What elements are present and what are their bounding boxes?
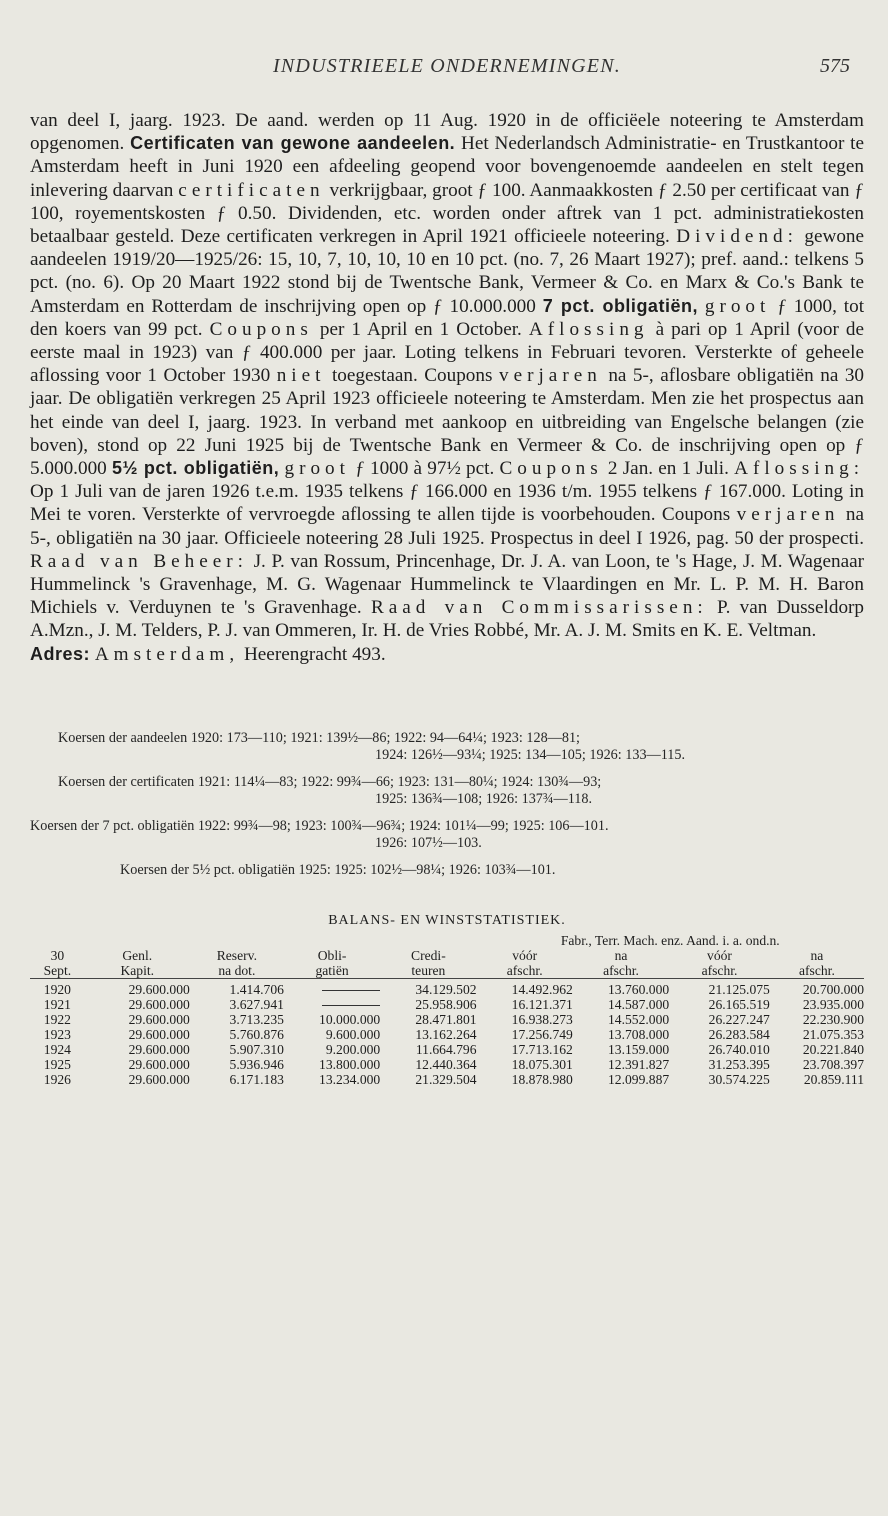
column-header: gatiën xyxy=(284,963,380,979)
column-header: afschr. xyxy=(573,963,669,979)
table-cell: 26.165.519 xyxy=(708,996,770,1012)
table-cell: 21.075.353 xyxy=(802,1026,864,1042)
table-cell: 5.907.310 xyxy=(229,1041,284,1057)
column-header: Reserv. xyxy=(216,947,257,963)
table-cell: 16.938.273 xyxy=(511,1011,573,1027)
table-cell xyxy=(284,997,380,1012)
table-body xyxy=(30,978,864,1087)
table-cell: 13.159.000 xyxy=(607,1041,670,1057)
table-cell: 14.492.962 xyxy=(511,981,573,997)
column-header: Obli- xyxy=(317,947,347,963)
page-title: INDUSTRIEELE ONDERNEMINGEN. xyxy=(273,55,621,77)
table-cell: 21.125.075 xyxy=(708,981,770,997)
table-cell: 12.099.887 xyxy=(607,1071,670,1087)
table-cell: 26.283.584 xyxy=(708,1026,770,1042)
table-cell: 23.708.397 xyxy=(802,1056,864,1072)
table-cell: 30.574.225 xyxy=(708,1071,770,1087)
koersen-section xyxy=(30,730,864,879)
table-cell: 17.713.162 xyxy=(511,1041,573,1057)
table-row xyxy=(30,1027,864,1042)
row-year: 1924 xyxy=(43,1041,71,1057)
row-year: 1922 xyxy=(43,1011,71,1027)
column-header: teuren xyxy=(380,963,476,979)
table-cell: 13.162.264 xyxy=(415,1026,477,1042)
column-header: 30 xyxy=(50,947,65,963)
heading-adres: Adres: xyxy=(30,643,91,664)
table-cell: 29.600.000 xyxy=(128,1011,190,1027)
company-description: van deel I, jaarg. 1923. De aand. werden op 11 Aug. 1920 in de officiëele noteering te Amsterdam opgenomen. Certificaten van gewone aandeelen. Het Nederlandsch Administratie- en Trustkantoor te Amsterdam heeft in Juni 1920 een afdeeling geopend voor bovengenoemde aandeelen en stelt tegen inlevering daarvan certificaten verkrijgbaar, groot ƒ 100. Aanmaakkosten ƒ 2.50 per certificaat van ƒ 100, royementskosten ƒ 0.50. Dividenden, etc. worden onder aftrek van 1 pct. administratiekosten betaalbaar gesteld. Deze certificaten verkregen in April 1921 officieele noteering. Dividend: gewone aandeelen 1919/20—1925/26: 15, 10, 7, 10, 10, 10 en 10 pct. (no. 7, 26 Maart 1927); pref. aand.: telkens 5 pct. (no. 6). Op 20 Maart 1922 stond bij de Twentsche Bank, Vermeer & Co. en Marx & Co.'s Bank te Amsterdam en Rotterdam de inschrijving open op ƒ 10.000.000 7 pct. obligatiën, groot ƒ 1000, tot den koers van 99 pct. Coupons per 1 April en 1 October. Aflossing à pari op 1 April (voor de eerste maal in 1923) van ƒ 400.000 per jaar. Loting telkens in Februari tevoren. Versterkte of geheele aflossing voor 1 October 1930 niet toegestaan. Coupons verjaren na 5-, aflosbare obligatiën na 30 jaar. De obligatiën verkregen 25 April 1923 officieele noteering te Amsterdam. Men zie het prospectus aan het einde van deel I, jaarg. 1923. In verband met aankoop en uitbreiding van Engelsche belangen (zie boven), stond op 22 Juni 1925 bij de Twentsche Bank en Vermeer & Co. de inschrijving open op ƒ 5.000.000 5½ pct. obligatiën, groot ƒ 1000 à 97½ pct. Coupons 2 Jan. en 1 Juli. Aflossing: Op 1 Juli van de jaren 1926 t.e.m. 1935 telkens ƒ 166.000 en 1936 t/m. 1955 telkens ƒ 167.000. Loting in Mei te voren. Versterkte of vervroegde aflossing te allen tijde is voorbehouden. Coupons verjaren na 5-, obligatiën na 30 jaar. Officieele noteering 28 Juli 1925. Prospectus in deel I 1926, pag. 50 der prospecti. Raad van Beheer: J. P. van Rossum, Princenhage, Dr. J. A. van Loon, te 's Hage, J. M. Wagenaar Hummelinck 's Gravenhage, M. G. Wagenaar Hummelinck te Vlaardingen en Mr. L. P. M. H. Baron Michiels v. Verduynen te 's Gravenhage. Raad van Commissarissen: P. van Dusseldorp A.Mzn., J. M. Telders, P. J. van Ommeren, Ir. H. de Vries Robbé, Mr. A. J. M. Smits en K. E. Veltman. Adres: Amsterdam, Heerengracht 493. xyxy=(30,110,865,665)
table-cell: 29.600.000 xyxy=(128,1071,190,1087)
table-cell: 22.230.900 xyxy=(802,1011,864,1027)
page-number: 575 xyxy=(820,55,850,77)
group-header: Fabr., Terr. Mach. enz. Aand. i. a. ond.n. xyxy=(560,932,780,948)
heading-raad-van-commissarissen: Raad van Commissarissen: xyxy=(370,597,708,619)
row-year: 1920 xyxy=(43,981,71,997)
column-header: na xyxy=(614,947,628,963)
row-year: 1925 xyxy=(43,1056,71,1072)
table-row xyxy=(30,1057,864,1072)
table-cell: 26.227.247 xyxy=(708,1011,770,1027)
column-header: Kapit. xyxy=(85,963,190,979)
koersen-5half-pct-obligaties: Koersen der 5½ pct. obligatiën 1925: 1925: 102½—98¼; 1926: 103¾—101. xyxy=(120,861,556,878)
table-cell: 29.600.000 xyxy=(128,1041,190,1057)
table-cell: 13.800.000 xyxy=(319,1056,381,1072)
table-cell: 16.121.371 xyxy=(511,996,573,1012)
statistics-title: BALANS- EN WINSTSTATISTIEK. xyxy=(328,912,566,928)
row-year: 1921 xyxy=(43,996,71,1012)
column-header: Sept. xyxy=(30,963,85,979)
column-header: na dot. xyxy=(190,963,284,979)
table-cell: 26.740.010 xyxy=(708,1041,770,1057)
table-cell: 10.000.000 xyxy=(319,1011,381,1027)
table-cell xyxy=(284,978,380,997)
table-cell: 12.440.364 xyxy=(415,1056,477,1072)
table-cell: 20.700.000 xyxy=(802,981,864,997)
table-cell: 1.414.706 xyxy=(229,981,284,997)
table-row xyxy=(30,1072,864,1087)
column-header: Genl. xyxy=(122,947,153,963)
table-cell: 21.329.504 xyxy=(415,1071,477,1087)
column-header: na xyxy=(810,947,824,963)
heading-dividend: Dividend: xyxy=(676,226,798,248)
balance-statistics-table xyxy=(30,933,864,1087)
heading-7pct-obligaties: 7 pct. obligatiën, xyxy=(542,295,698,316)
column-header: afschr. xyxy=(477,963,573,979)
column-header: vóór xyxy=(707,947,732,963)
table-cell: 28.471.801 xyxy=(415,1011,477,1027)
running-head xyxy=(30,0,864,86)
table-cell: 31.253.395 xyxy=(708,1056,770,1072)
heading-raad-van-beheer: Raad van Beheer: xyxy=(30,550,248,572)
table-cell: 20.221.840 xyxy=(802,1041,864,1057)
table-cell: 29.600.000 xyxy=(128,996,190,1012)
table-cell: 18.878.980 xyxy=(511,1071,573,1087)
table-row xyxy=(30,1012,864,1027)
table-cell: 12.391.827 xyxy=(607,1056,670,1072)
column-header: afschr. xyxy=(669,963,770,979)
column-header: Credi- xyxy=(411,947,446,963)
table-cell: 6.171.183 xyxy=(229,1071,284,1087)
table-cell: 5.760.876 xyxy=(229,1026,284,1042)
table-cell: 3.713.235 xyxy=(229,1011,284,1027)
column-header: vóór xyxy=(512,947,538,963)
koersen-7pct-obligaties: Koersen der 7 pct. obligatiën 1922: 99¾—98; 1923: 100¾—96¾; 1924: 101¼—99; 1925: 106—101. 1926: 107½—103. xyxy=(30,817,609,851)
table-cell: 29.600.000 xyxy=(128,1026,190,1042)
table-cell: 29.600.000 xyxy=(128,1056,190,1072)
table-cell: 9.600.000 xyxy=(325,1026,381,1042)
table-cell: 25.958.906 xyxy=(415,996,477,1012)
row-year: 1926 xyxy=(43,1071,71,1087)
column-header: afschr. xyxy=(770,963,864,979)
table-row xyxy=(30,1042,864,1057)
empty-dash xyxy=(322,990,380,991)
table-cell: 18.075.301 xyxy=(511,1056,573,1072)
table-cell: 20.859.111 xyxy=(803,1071,864,1087)
table-cell: 9.200.000 xyxy=(325,1041,381,1057)
heading-5half-pct-obligaties: 5½ pct. obligatiën, xyxy=(111,458,280,479)
table-cell: 34.129.502 xyxy=(415,981,477,997)
table-cell: 23.935.000 xyxy=(802,996,864,1012)
table-row xyxy=(30,997,864,1012)
row-year: 1923 xyxy=(43,1026,71,1042)
koersen-certificaten: Koersen der certificaten 1921: 114¼—83; 1922: 99¾—66; 1923: 131—80¼; 1924: 130¾—93; 1925: 136¾—108; 1926: 137¾—118. xyxy=(58,773,602,807)
table-cell: 17.256.749 xyxy=(511,1026,573,1042)
table-cell: 11.664.796 xyxy=(415,1041,477,1057)
table-cell: 5.936.946 xyxy=(229,1056,284,1072)
table-cell: 14.552.000 xyxy=(607,1011,670,1027)
empty-dash xyxy=(322,1005,380,1006)
table-cell: 13.708.000 xyxy=(607,1026,670,1042)
table-cell: 29.600.000 xyxy=(128,981,190,997)
heading-certificaten: Certificaten van gewone aandeelen. xyxy=(130,133,456,154)
koersen-aandeelen: Koersen der aandeelen 1920: 173—110; 1921: 139½—86; 1922: 94—64¼; 1923: 128—81; 1924: 126½—93¼; 1925: 134—105; 1926: 133—115. xyxy=(58,729,686,763)
table-cell: 13.760.000 xyxy=(607,981,670,997)
table-row xyxy=(30,978,864,997)
table-cell: 3.627.941 xyxy=(229,996,284,1012)
table-cell: 13.234.000 xyxy=(319,1071,381,1087)
table-cell: 14.587.000 xyxy=(607,996,670,1012)
